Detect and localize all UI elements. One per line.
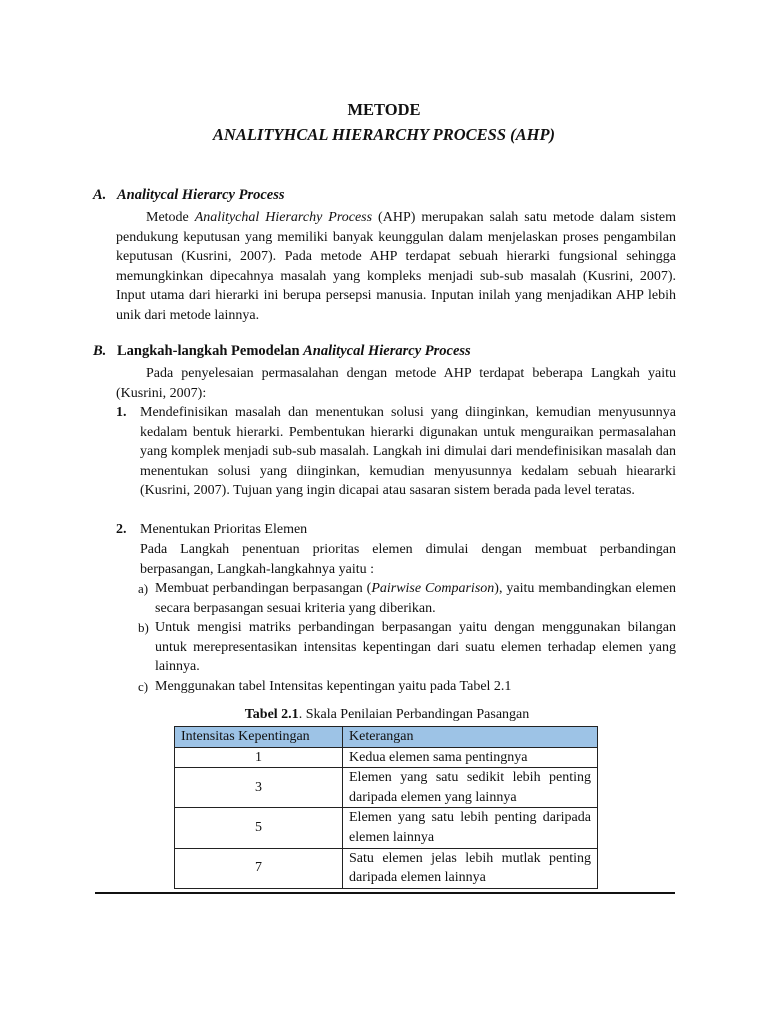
page-title: METODE (347, 100, 421, 119)
section-a-letter: A. (93, 187, 107, 203)
section-b-title-italic: Analitycal Hierarcy Process (303, 343, 471, 359)
list-item-2 (116, 520, 676, 540)
table-row (175, 768, 598, 808)
section-a-heading (93, 186, 285, 205)
table-caption-label: Tabel 2.1 (244, 707, 299, 722)
section-a-title: Analitycal Hierarcy Process (117, 187, 285, 203)
list-item-2-text: Menentukan Prioritas Elemen (140, 522, 308, 537)
table-header-description: Keterangan (343, 727, 598, 748)
section-b-letter: B. (93, 343, 107, 359)
table-cell-value: 5 (175, 808, 343, 848)
table-cell-value: 7 (175, 848, 343, 888)
list-item-2-paragraph: Pada Langkah penentuan prioritas elemen dimulai dengan membuat perbandingan berpasangan, Langkah-langkahnya yaitu : (140, 542, 676, 577)
page-subtitle: ANALITYHCAL HIERARCHY PROCESS (AHP) (212, 125, 556, 144)
sub-item-b-label: b) (138, 620, 149, 635)
sub-item-a-term: Pairwise Comparison (371, 581, 495, 596)
section-a-paragraph (116, 208, 676, 326)
table-cell-description: Kedua elemen sama pentingnya (343, 747, 598, 768)
section-b-intro: Pada penyelesaian permasalahan dengan metode AHP terdapat beberapa Langkah yaitu (Kusrini, 2007): (116, 366, 676, 401)
section-b-heading (93, 342, 471, 361)
intensity-scale-table (174, 726, 598, 889)
sub-item-a-lead: Membuat perbandingan berpasangan ( (155, 581, 372, 596)
list-item-1 (116, 403, 676, 501)
list-item-1-number: 1. (116, 405, 127, 420)
sub-item-a-label: a) (138, 581, 149, 596)
table-row (175, 808, 598, 848)
table-cell-value: 3 (175, 768, 343, 808)
section-a-lead: Metode (146, 210, 195, 225)
list-item-2-number: 2. (116, 522, 127, 537)
sub-item-c (138, 677, 676, 697)
section-a-term: Analitychal Hierarchy Process (194, 210, 373, 225)
table-row (175, 848, 598, 888)
section-a-body: (AHP) merupakan salah satu metode dalam sistem pendukung keputusan yang memiliki banyak keunggulan dalam menjelaskan proses pengambilan keputusan (Kusrini, 2007). Pada metode AHP terdapat sebuah hierarki fungsional sehingga memungkinkan dipecahnya masalah yang kompleks menjadi sub-sub masalah (Kusrini, 2007). Input utama dari hierarki ini berupa persepsi manusia. Inputan inilah yang menjadikan AHP lebih unik dari metode lainnya. (116, 210, 676, 323)
table-row (175, 747, 598, 768)
sub-item-a (138, 579, 676, 618)
sub-item-b (138, 618, 676, 677)
table-cell-value: 1 (175, 747, 343, 768)
sub-item-c-label: c) (138, 679, 149, 694)
table-header-row (175, 727, 598, 748)
table-caption-text: . Skala Penilaian Perbandingan Pasangan (298, 707, 530, 722)
list-item-1-text: Mendefinisikan masalah dan menentukan solusi yang diinginkan, kemudian menyusunnya kedalam bentuk hierarki. Pembentukan hierarki digunakan untuk menguraikan permasalahan yang komplek menjadi sub-sub masalah. Langkah ini dimulai dari mendefinisikan masalah dan menentukan solusi yang diinginkan, kemudian menyusunnya kedalam sebuah hieararki (Kusrini, 2007). Tujuan yang ingin dicapai atau sasaran sistem berada pada level teratas. (140, 405, 676, 499)
table-cell-description: Elemen yang satu sedikit lebih penting daripada elemen yang lainnya (343, 768, 598, 808)
sub-item-a-body: ), yaitu membandingkan elemen secara berpasangan sesuai kriteria yang diberikan. (155, 581, 677, 616)
section-b-title-plain: Langkah-langkah Pemodelan (117, 343, 304, 359)
sub-item-a-text (155, 579, 676, 618)
table-cell-description: Elemen yang satu lebih penting daripada elemen lainnya (343, 808, 598, 848)
table-caption (174, 706, 600, 724)
page-bottom-rule (95, 892, 675, 894)
sub-item-c-text: Menggunakan tabel Intensitas kepentingan yaitu pada Tabel 2.1 (155, 679, 512, 694)
table-cell-description: Satu elemen jelas lebih mutlak penting daripada elemen lainnya (343, 848, 598, 888)
table-header-intensity: Intensitas Kepentingan (175, 727, 343, 748)
sub-item-b-text: Untuk mengisi matriks perbandingan berpasangan yaitu dengan menggunakan bilangan untuk merepresentasikan intensitas kepentingan dari suatu elemen terhadap elemen yang lainnya. (155, 620, 676, 675)
